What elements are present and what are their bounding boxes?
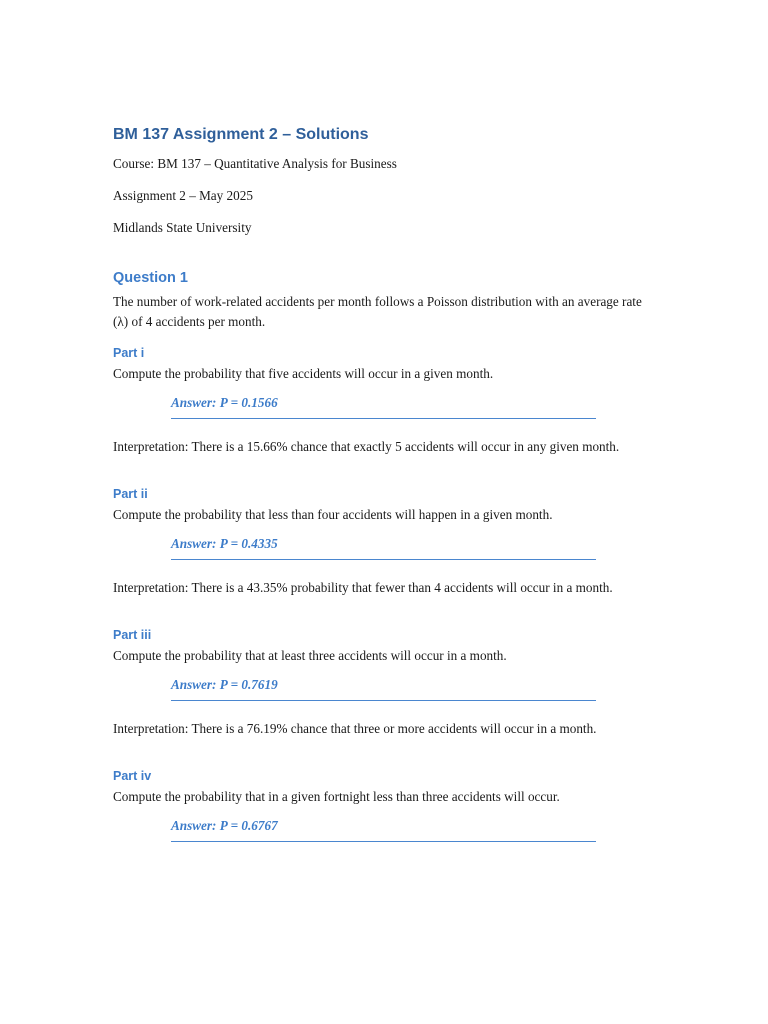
part-iii-answer: Answer: P = 0.7619 xyxy=(171,677,278,692)
question-1-heading: Question 1 xyxy=(113,270,188,286)
question-1-intro: The number of work-related accidents per month follows a Poisson distribution with an average rate (λ) of 4 accidents per month. xyxy=(113,294,642,329)
part-iv-section xyxy=(113,767,658,842)
part-iii-question: Compute the probability that at least three accidents will occur in a month. xyxy=(113,648,507,663)
part-i-interpretation: Interpretation: There is a 15.66% chance that exactly 5 accidents will occur in any given month. xyxy=(113,439,620,454)
part-iii-heading: Part iii xyxy=(113,628,152,642)
part-iii-answer-box xyxy=(171,676,596,701)
document-page xyxy=(113,124,658,860)
part-iv-heading: Part iv xyxy=(113,769,152,783)
document-title: BM 137 Assignment 2 – Solutions xyxy=(113,126,369,143)
part-i-answer-box xyxy=(171,394,596,419)
part-ii-question: Compute the probability that less than four accidents will happen in a given month. xyxy=(113,507,553,522)
part-ii-heading: Part ii xyxy=(113,487,148,501)
institution-line: Midlands State University xyxy=(113,220,252,235)
part-iii-interpretation: Interpretation: There is a 76.19% chance that three or more accidents will occur in a month. xyxy=(113,721,597,736)
part-ii-answer-box xyxy=(171,535,596,560)
part-iv-answer-box xyxy=(171,817,596,842)
part-i-section xyxy=(113,344,658,457)
part-iv-question: Compute the probability that in a given fortnight less than three accidents will occur. xyxy=(113,789,560,804)
part-ii-interpretation: Interpretation: There is a 43.35% probability that fewer than 4 accidents will occur in a month. xyxy=(113,580,613,595)
part-iii-section xyxy=(113,626,658,739)
part-ii-answer: Answer: P = 0.4335 xyxy=(171,536,278,551)
assignment-line: Assignment 2 – May 2025 xyxy=(113,188,253,203)
part-i-question: Compute the probability that five accidents will occur in a given month. xyxy=(113,366,494,381)
part-iv-answer: Answer: P = 0.6767 xyxy=(171,818,278,833)
course-line: Course: BM 137 – Quantitative Analysis for Business xyxy=(113,156,397,171)
part-ii-section xyxy=(113,485,658,598)
part-i-answer: Answer: P = 0.1566 xyxy=(171,395,278,410)
part-i-heading: Part i xyxy=(113,346,145,360)
